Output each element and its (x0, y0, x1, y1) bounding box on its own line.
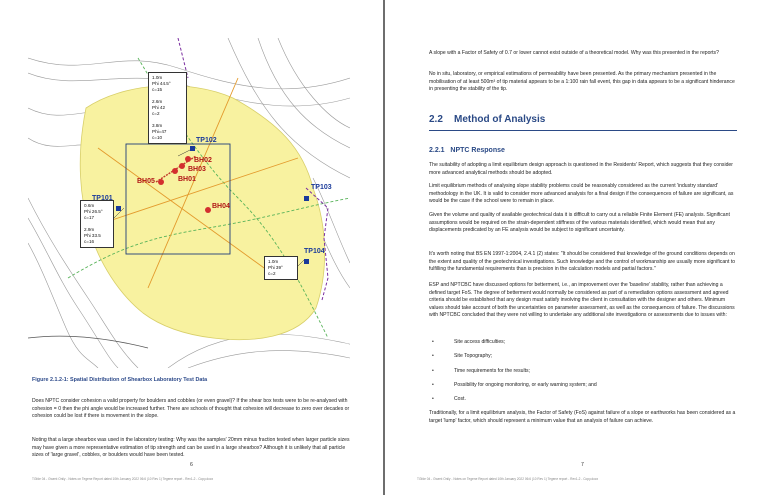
paragraph-3: Given the volume and quality of available geotechnical data it is difficult to carry out a reliable Finite Element (FE) analysis. Significant assumptions would be required on the strain-dependent stiffness of the various materials identified, which would mean that any displacements predicated by an FE analysis would be subject to significant uncertainty. (429, 212, 730, 234)
intro-paragraph-1: A slope with a Factor of Safety of 0.7 or lower cannot exist outside of a theoretical model. Why was this presented in the reports? (429, 50, 719, 56)
shear-label-tp104: 1.0m Phi 39° c=2 (264, 256, 298, 280)
paragraph-4: It's worth noting that BS EN 1997-1:2004, 2.4.1 (2) states: "It should be considered that knowledge of the ground conditions depends on the extent and quality of the geotechnical investigations. Such knowledge and the control of workmanship are usually more significant to fulfilling the fundamental requirements than is precision in the calculation models and partial factors." (429, 251, 736, 273)
bh01-marker (172, 168, 178, 174)
bh05-label: BH05 (137, 178, 155, 185)
site-map-graphic (28, 38, 350, 368)
bh04-marker (205, 207, 211, 213)
bullet-item: • Cost. (432, 396, 466, 402)
bullet-item: • Site access difficulties; (432, 339, 506, 345)
section-heading: 2.2 Method of Analysis (429, 114, 546, 125)
bh02-marker (185, 156, 191, 162)
study-area-zone (80, 86, 324, 340)
tp103-label: TP103 (311, 184, 332, 191)
bh04-label: BH04 (212, 203, 230, 210)
tp104-label: TP104 (304, 248, 325, 255)
bullet-item: • Time requirements for the results; (432, 368, 530, 374)
figure-caption: Figure 2.1.2-1: Spatial Distribution of Shearbox Laboratory Test Data (32, 377, 208, 383)
tp102-marker (190, 146, 195, 151)
left-paragraph-2: Noting that a large shearbox was used in the laboratory testing: Why was the samples' 20mm minus fraction tested when larger particle sizes may have given a more representative estimation of tip strength and can be used in a large shearbox? Although it is unlikely that all particle sizes of 'large gravel', cobbles, or boulders would have been tested. (32, 437, 350, 459)
page-number-right: 7 (581, 462, 584, 468)
closing-paragraph: Traditionally, for a limit equilibrium analysis, the Factor of Safety (FoS) against failure of a slope or earthworks has been considered as a target 'lump' factor, which should represent a minimum value that an analysis of failure can achieve. (429, 410, 736, 424)
site-map (28, 38, 350, 368)
tp101-marker (116, 206, 121, 211)
left-paragraph-1: Does NPTC consider cohesion a valid property for boulders and cobbles (or even gravel)? If the shear box tests were to be re-analysed with cohesion = 0 then the phi angle would be increased further. There are schools of thought that cohesion will decrease to zero over decades or cohesion could be lost if there is movement in the slope. (32, 398, 350, 420)
paragraph-2: Limit equilibrium methods of analysing slope stability problems could be reasonably considered as the current 'industry standard' methodology in the UK. It is valid to consider more advanced analysis for a final design if the consequences of failure are significant, as would be the case if the school were to remain in place. (429, 183, 734, 205)
page-number: 6 (190, 462, 193, 468)
left-page (0, 0, 383, 495)
paragraph-1: The suitability of adopting a limit equilibrium design approach is questioned in the Residents' Report, which suggests that they consider more advanced analytical methods should be adopted. (429, 162, 733, 176)
shear-label-1: 1.0m Phi 44.5° c=15 2.6m Phi 42 c=2 3.8m Phi=47 c=10 (148, 72, 187, 144)
paragraph-5: ESP and NPTCBC have discussed options for betterment, i.e., an improvement over the 'baseline' stability, rather than achieving a defined target FoS. The degree of betterment would normally be considered as part of a remediation options assessment and agreed criteria should be established that any design must satisfy involving the client in consultation with the designer and others. Minimum values should take account of both the uncertainties on parameter assessment, as well as the consequences of failure. The discussions with NPTCBC concluded that they were not willing to undertake any additional site investigations or assessments due to issues with: (429, 282, 735, 319)
bh03-marker (179, 163, 185, 169)
subsection-heading: 2.2.1 NPTC Response (429, 147, 505, 154)
tp101-label: TP101 (92, 195, 113, 202)
tp103-marker (304, 196, 309, 201)
bh01-label: BH01 (178, 176, 196, 183)
shear-label-tp101: 0.6m Phi 26.5° c=17 2.9m Phi 33.5 c=16 (80, 200, 114, 248)
bullet-item: • Possibility for ongoing monitoring, or early warning system; and (432, 382, 597, 388)
intro-paragraph-2: No in situ, laboratory, or empirical estimations of permeability have been presented. As the primary mechanism presented in the mobilisation of at least 500m³ of tip material appears to be a 1:100 rain fall event, this gap in data appears to be a significant hinderance in presenting the stability of the tip. (429, 71, 735, 93)
bh05-marker (158, 179, 164, 185)
bh03-label: BH03 (188, 166, 206, 173)
tp104-marker (304, 259, 309, 264)
tp102-label: TP102 (196, 137, 217, 144)
page-footer-right: TGfde 04 - Gwent Onily - Notes on Tegene Report dated 10th January 2022 06:6 (10 Rev 1) Tegene report - Rev1-2 - Copy.docx (417, 477, 599, 481)
bh02-label: BH02 (194, 157, 212, 164)
section-divider (429, 130, 737, 131)
bullet-item: • Site Topography; (432, 353, 493, 359)
page-footer: TGfde 04 - Gwent Onily - Notes on Tegene Report dated 10th January 2022 06:6 (10 Rev 1) Tegene report - Rev1-2 - Copy.docx (32, 477, 214, 481)
